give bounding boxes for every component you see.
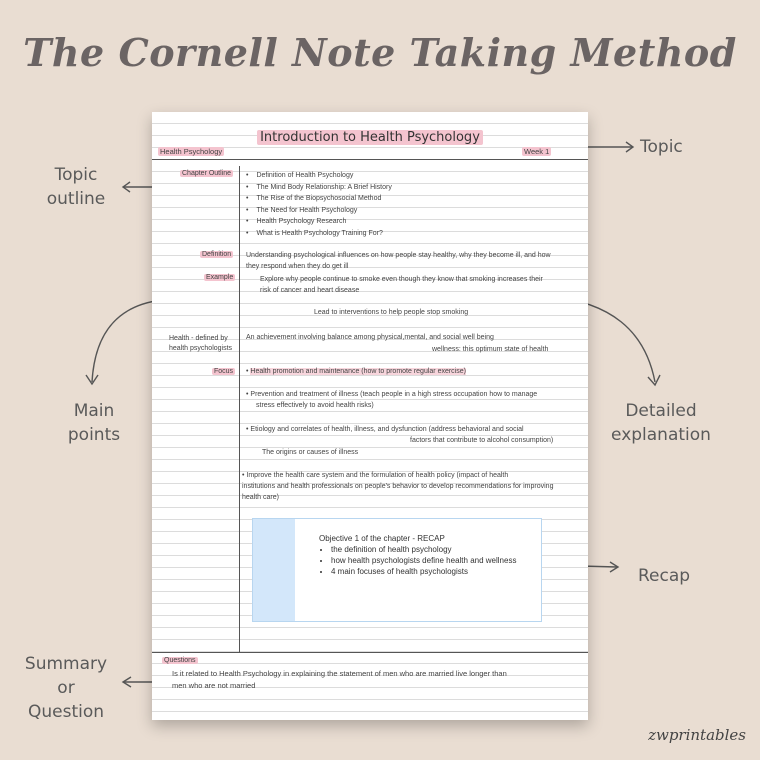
- topic-outline-label: [44, 163, 108, 211]
- list-item: • 4 main focuses of health psychologists: [331, 566, 529, 577]
- question-line2: men who are not married: [172, 681, 256, 690]
- cornell-notes-page: [152, 112, 588, 720]
- document-title: Introduction to Health Psychology: [152, 130, 588, 145]
- cue-health-line2: health psychologists: [169, 345, 233, 352]
- week-label: Week 1: [524, 147, 550, 156]
- cue-definition: Definition: [202, 251, 232, 258]
- list-item: • What is Health Psychology Training For?: [246, 228, 392, 240]
- outline-list: [246, 170, 392, 239]
- summary-line1: Summary: [24, 654, 108, 674]
- main-title: The Cornell Note Taking Method: [23, 30, 737, 75]
- cue-health-defined: [169, 334, 232, 354]
- focus-4-line2: institutions and health professionals on people's behavior to develop recommendations for improving: [242, 483, 554, 490]
- list-item: • The Rise of the Biopsychosocial Method: [246, 193, 392, 205]
- example-line2: risk of cancer and heart disease: [260, 287, 360, 294]
- detailed-line2: explanation: [611, 425, 711, 445]
- focus-3-line2: factors that contribute to alcohol consumption): [410, 437, 554, 444]
- list-item: • the definition of health psychology: [331, 544, 529, 555]
- list-item: • Health Psychology Research: [246, 216, 392, 228]
- subject-label: Health Psychology: [160, 147, 223, 156]
- health-definition-line2: wellness: this optimum state of health: [432, 346, 549, 353]
- cue-chapter-outline: Chapter Outline: [182, 170, 232, 177]
- topic-label: Topic: [640, 137, 683, 157]
- cue-focus: Focus: [214, 368, 234, 375]
- detailed-explanation-label: [606, 399, 716, 447]
- list-item: • how health psychologists define health and wellness: [331, 555, 529, 566]
- recap-box: [252, 518, 542, 622]
- definition-line2: they respond when they do get ill: [246, 263, 349, 270]
- summary-label: [18, 652, 114, 724]
- header-divider: [152, 159, 588, 160]
- focus-3-line1: • Etiology and correlates of health, illness, and dysfunction (address behavioral and social: [246, 426, 524, 433]
- focus-3-note: The origins or causes of illness: [262, 449, 359, 456]
- list-item: • The Need for Health Psychology: [246, 205, 392, 217]
- summary-line3: Question: [27, 702, 105, 722]
- recap-content: [319, 533, 529, 577]
- cue-column-divider: [239, 166, 240, 652]
- question-line1: Is it related to Health Psychology in explaining the statement of men who are married live longer than: [172, 669, 507, 678]
- lead-to-text: Lead to interventions to help people stop smoking: [314, 309, 469, 316]
- questions-label: Questions: [164, 657, 196, 664]
- recap-cue-area: [253, 519, 295, 621]
- summary-divider: [152, 652, 588, 653]
- cue-health-line1: Health - defined by: [169, 335, 228, 342]
- example-line1: Explore why people continue to smoke even though they know that smoking increases their: [260, 276, 543, 283]
- list-item: • The Mind Body Relationship: A Brief History: [246, 182, 392, 194]
- list-item: • Definition of Health Psychology: [246, 170, 392, 182]
- focus-1: • Health promotion and maintenance (how to promote regular exercise): [246, 368, 466, 375]
- recap-list: [319, 544, 529, 577]
- recap-label: Recap: [638, 566, 691, 586]
- main-points-line1: Main: [73, 401, 115, 421]
- detailed-line1: Detailed: [625, 401, 697, 421]
- topic-outline-line2: outline: [46, 189, 106, 209]
- definition-line1: Understanding psychological influences on how people stay healthy, why they become ill, and how: [246, 252, 551, 259]
- focus-4-line3: health care): [242, 494, 279, 501]
- cue-example: Example: [206, 274, 234, 281]
- focus-2-line1: • Prevention and treatment of illness (teach people in a high stress occupation how to manage: [246, 391, 538, 398]
- watermark: zwprintables: [648, 726, 746, 744]
- recap-heading: Objective 1 of the chapter - RECAP: [319, 534, 445, 543]
- health-definition-line1: An achievement involving balance among physical,mental, and social well being: [246, 334, 494, 341]
- topic-outline-line1: Topic: [54, 165, 98, 185]
- main-points-line2: points: [67, 425, 121, 445]
- summary-line2: or: [57, 678, 75, 698]
- main-points-label: [58, 399, 130, 447]
- focus-4-line1: • Improve the health care system and the formulation of health policy (impact of health: [242, 472, 509, 479]
- focus-2-line2: stress effectively to avoid health risks): [256, 402, 374, 409]
